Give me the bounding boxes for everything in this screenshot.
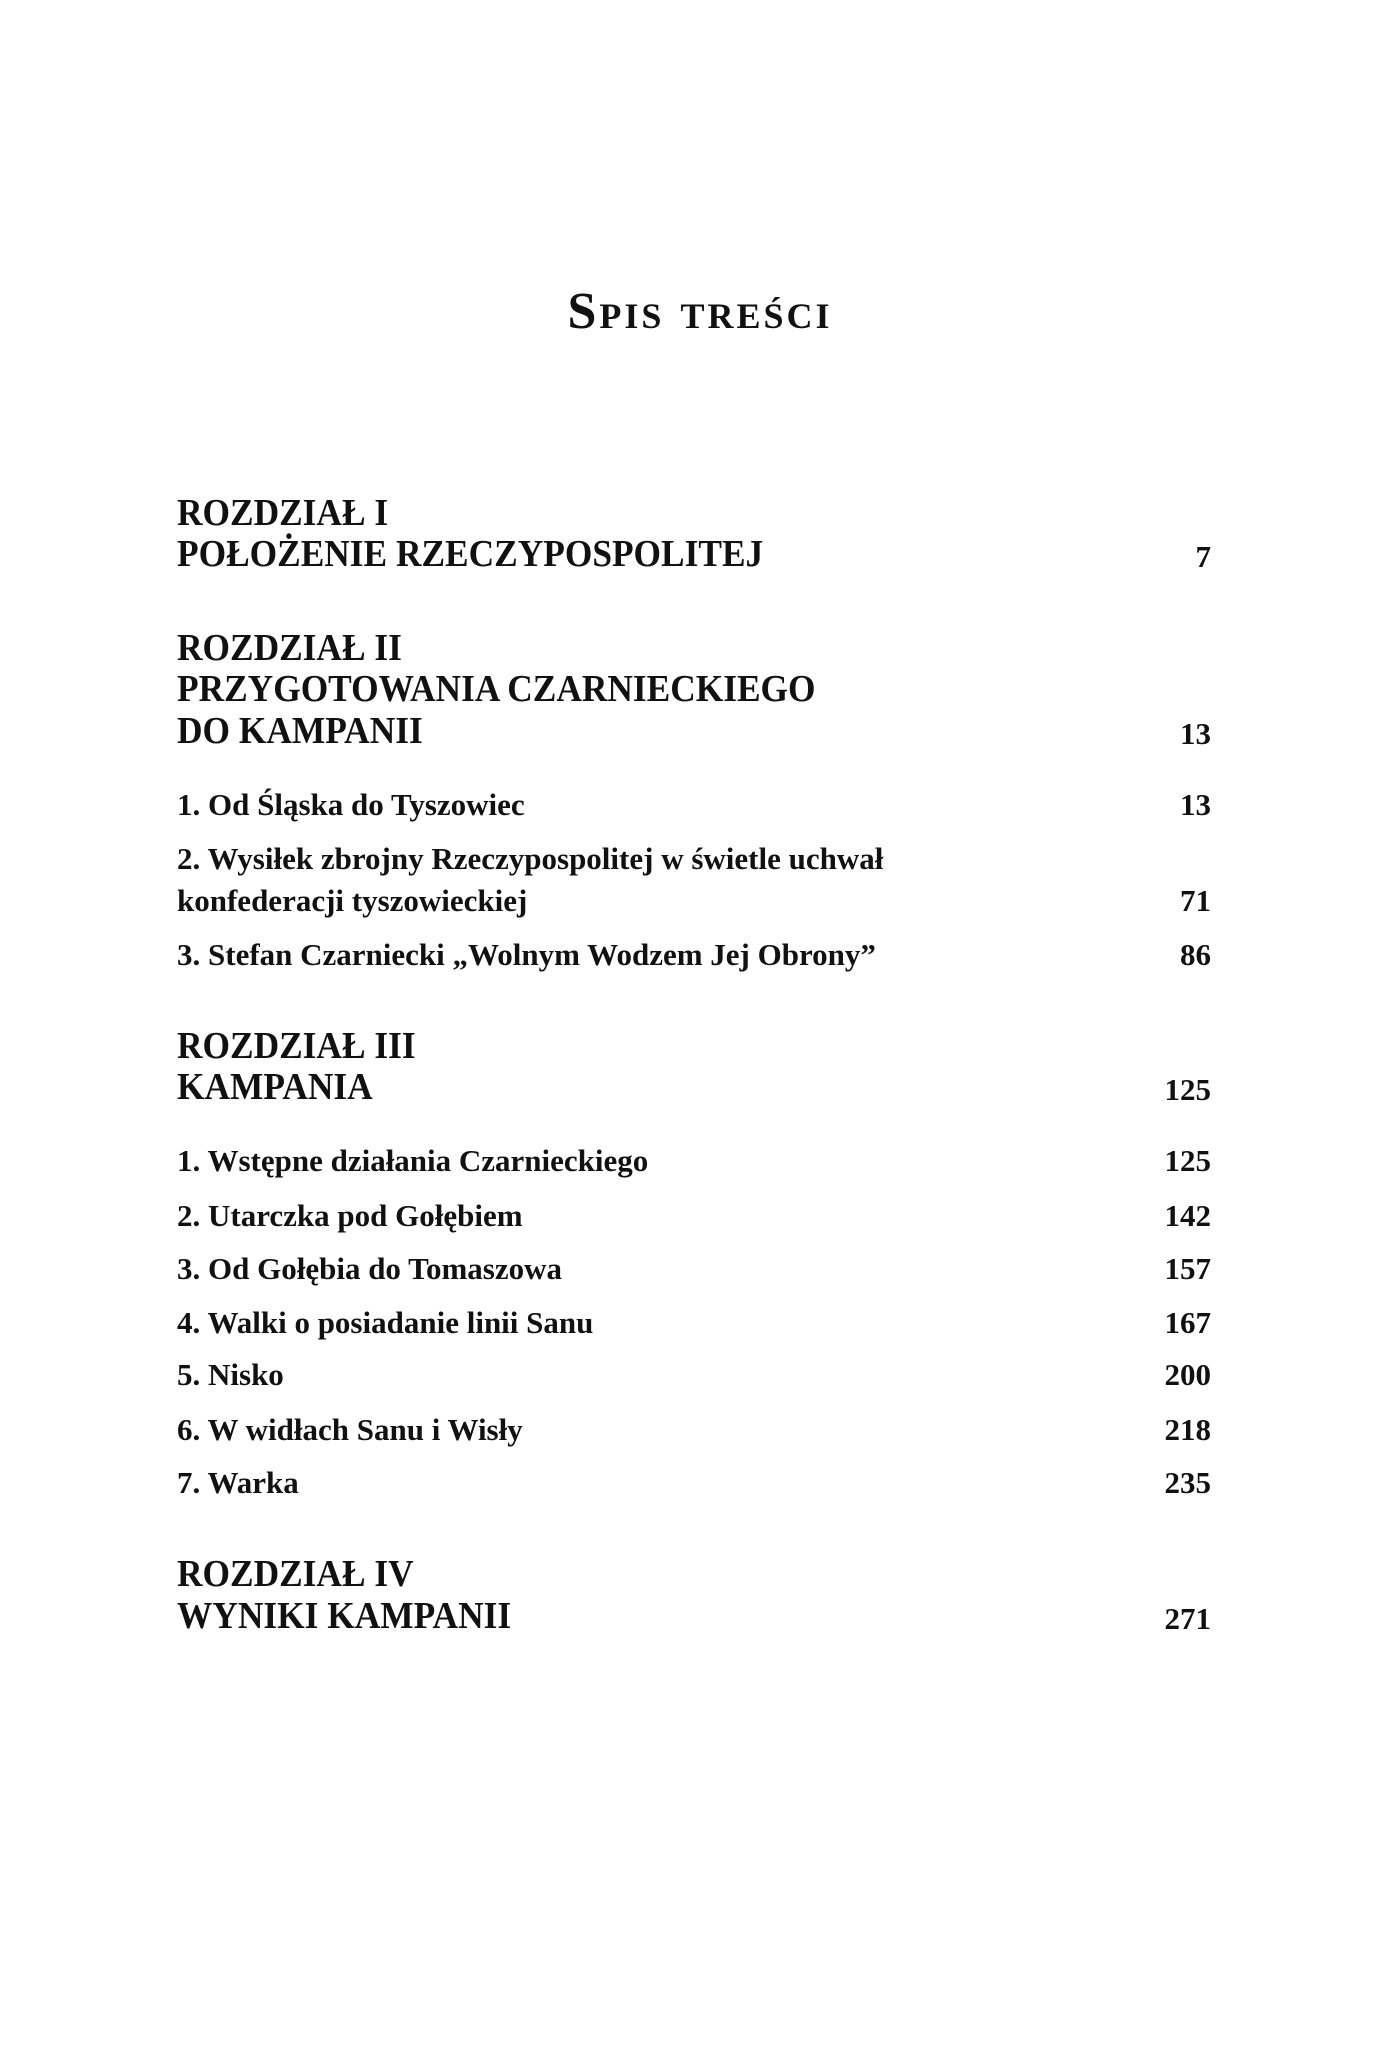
page-number: 71 <box>1180 883 1211 918</box>
page-number: 218 <box>1164 1412 1211 1447</box>
page-number: 142 <box>1164 1198 1211 1233</box>
page-number: 200 <box>1164 1357 1211 1392</box>
page-number: 7 <box>1195 539 1211 574</box>
chapter-label: ROZDZIAŁ IV <box>177 1553 414 1595</box>
page-number: 271 <box>1164 1601 1211 1636</box>
page-number: 86 <box>1180 937 1211 972</box>
toc-entry: 4. Walki o posiadanie linii Sanu <box>177 1305 594 1340</box>
chapter-title: WYNIKI KAMPANII <box>177 1595 512 1637</box>
toc-entry: 3. Stefan Czarniecki „Wolnym Wodzem Jej Obrony” <box>177 937 876 972</box>
chapter-title: PRZYGOTOWANIA CZARNIECKIEGO <box>177 668 816 710</box>
toc-entry: 1. Wstępne działania Czarnieckiego <box>177 1143 649 1178</box>
chapter-title: KAMPANIA <box>177 1066 373 1108</box>
toc-entry: 2. Wysiłek zbrojny Rzeczypospolitej w świetle uchwał <box>177 841 884 876</box>
page-number: 125 <box>1164 1143 1211 1178</box>
page-number: 125 <box>1164 1072 1211 1107</box>
chapter-label: ROZDZIAŁ I <box>177 492 389 534</box>
chapter-label: ROZDZIAŁ II <box>177 627 402 669</box>
toc-entry: 3. Od Gołębia do Tomaszowa <box>177 1251 562 1286</box>
page-number: 167 <box>1164 1305 1211 1340</box>
toc-entry: 5. Nisko <box>177 1357 284 1392</box>
chapter-title: POŁOŻENIE RZECZYPOSPOLITEJ <box>177 533 764 575</box>
page-title: Spis treści <box>567 283 833 340</box>
toc-entry: 2. Utarczka pod Gołębiem <box>177 1198 523 1233</box>
page-number: 157 <box>1164 1251 1211 1286</box>
page-number: 235 <box>1164 1465 1211 1500</box>
page-number: 13 <box>1180 716 1211 751</box>
toc-entry: 7. Warka <box>177 1465 299 1500</box>
toc-entry: 6. W widłach Sanu i Wisły <box>177 1412 523 1447</box>
toc-entry: 1. Od Śląska do Tyszowiec <box>177 787 525 822</box>
toc-entry: konfederacji tyszowieckiej <box>177 883 528 918</box>
chapter-title: DO KAMPANII <box>177 710 423 752</box>
chapter-label: ROZDZIAŁ III <box>177 1025 416 1067</box>
page-number: 13 <box>1180 787 1211 822</box>
